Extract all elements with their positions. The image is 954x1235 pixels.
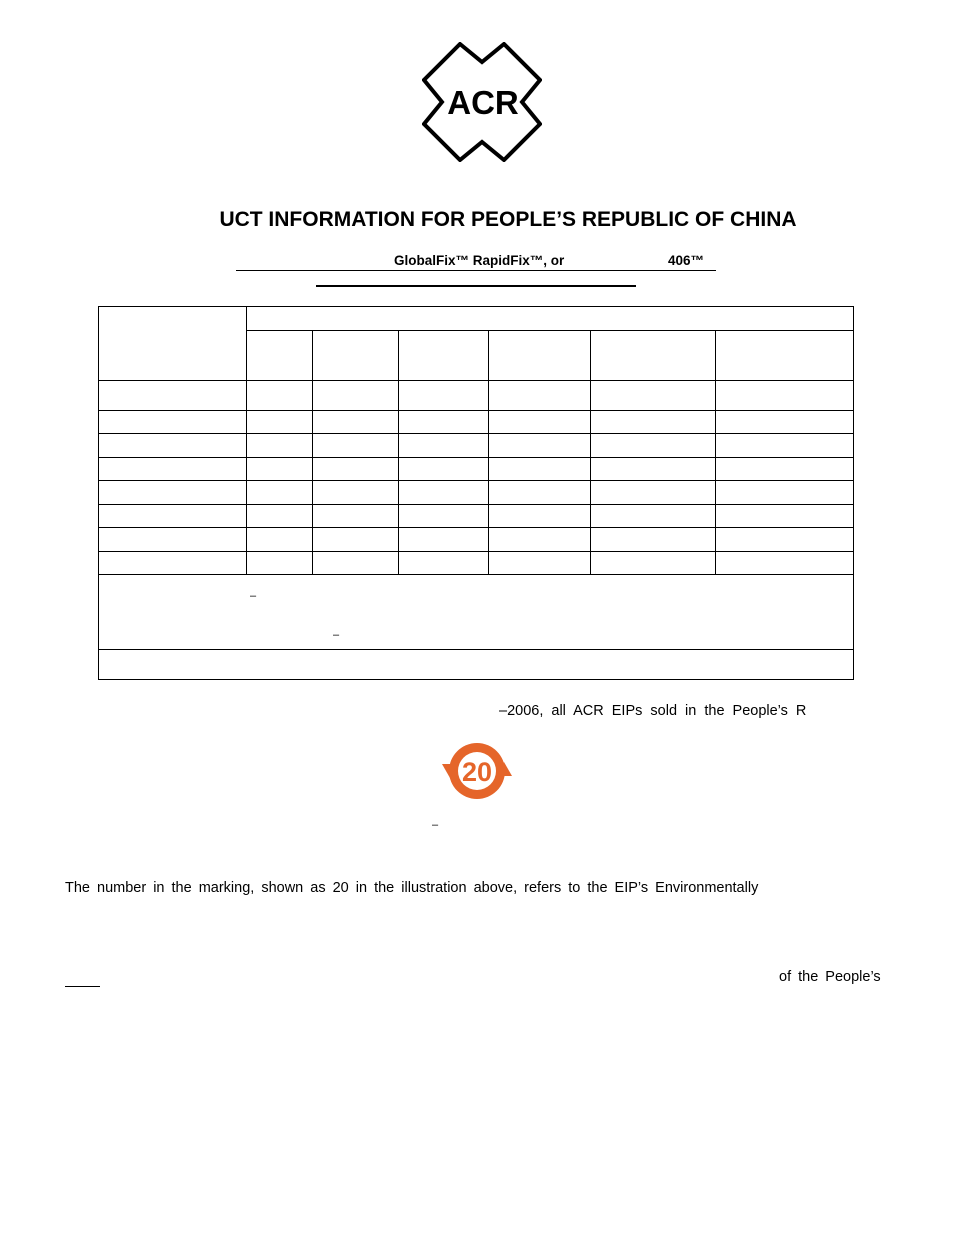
efup-number: 20 bbox=[461, 757, 493, 787]
table-col-line bbox=[488, 330, 489, 574]
table-row-line bbox=[98, 410, 854, 411]
table-row-line bbox=[98, 649, 854, 650]
table-border-top bbox=[98, 306, 854, 307]
table-row-line bbox=[98, 457, 854, 458]
table-row-line bbox=[98, 480, 854, 481]
subtitle-underline bbox=[316, 285, 636, 287]
note-dash: – bbox=[250, 590, 257, 602]
table-row-line bbox=[98, 380, 854, 381]
page-title: UCT INFORMATION FOR PEOPLE’S REPUBLIC OF CHINA bbox=[219, 208, 797, 231]
table-col-line bbox=[312, 330, 313, 574]
table-row-line bbox=[98, 527, 854, 528]
acr-logo bbox=[422, 42, 542, 162]
table-header-subline bbox=[246, 330, 854, 331]
table-row-line bbox=[98, 551, 854, 552]
product-line bbox=[236, 253, 716, 271]
table-row-line bbox=[98, 574, 854, 575]
product-406: 406™ bbox=[668, 253, 705, 268]
table-col-line bbox=[398, 330, 399, 574]
efup-dash: – bbox=[432, 819, 439, 831]
efup-20-icon bbox=[438, 738, 516, 804]
note-dash: – bbox=[333, 629, 340, 641]
hazardous-substances-table bbox=[98, 306, 854, 680]
product-names: GlobalFix™ RapidFix™, or bbox=[394, 253, 565, 268]
compliance-text-fragment: –2006, all ACR EIPs sold in the People’s R bbox=[499, 703, 807, 719]
table-row-line bbox=[98, 433, 854, 434]
logo-text: ACR bbox=[447, 84, 519, 121]
table-col-line bbox=[715, 330, 716, 574]
short-underline bbox=[65, 986, 100, 987]
peoples-fragment: of the People’s bbox=[779, 969, 881, 985]
table-col-line bbox=[590, 330, 591, 574]
table-row-line bbox=[98, 504, 854, 505]
table-border-left bbox=[98, 306, 99, 680]
table-border-right bbox=[853, 306, 854, 680]
table-col-line bbox=[246, 306, 247, 574]
table-border-bottom bbox=[98, 679, 854, 680]
marking-sentence: The number in the marking, shown as 20 in the illustration above, refers to the EIP’s Environmentally bbox=[65, 880, 759, 896]
